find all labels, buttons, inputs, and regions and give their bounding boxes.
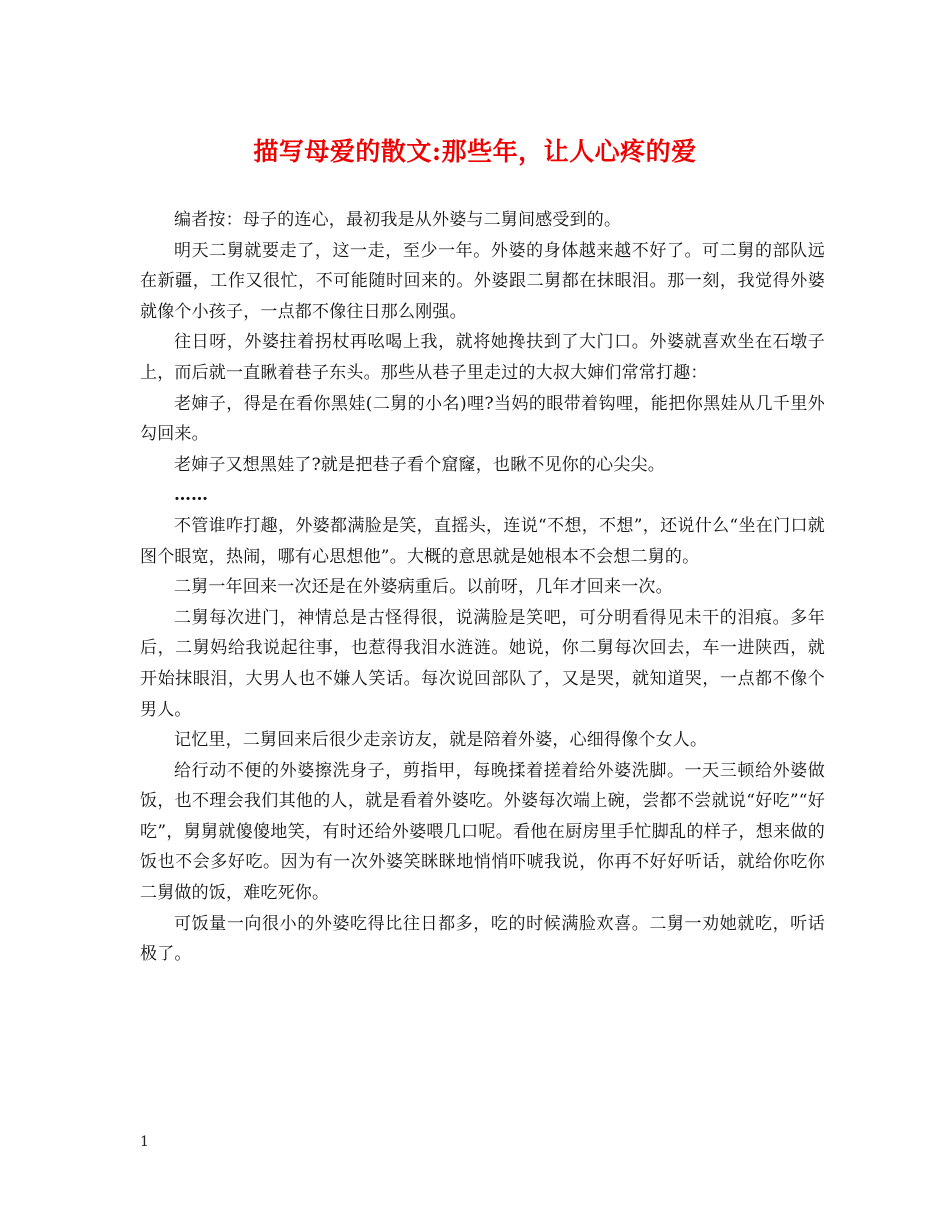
page-title: 描写母爱的散文:那些年，让人心疼的爱 <box>253 137 697 166</box>
paragraph: 不管谁咋打趣，外婆都满脸是笑，直摇头，连说“不想，不想”，还说什么“坐在门口就图个眼宽，热闹，哪有心思想他”。大概的意思就是她根本不会想二舅的。 <box>140 515 825 567</box>
page-number: 1 <box>140 1134 149 1150</box>
paragraph: 明天二舅就要走了，这一走，至少一年。外婆的身体越来越不好了。可二舅的部队远在新疆，工作又很忙，不可能随时回来的。外婆跟二舅都在抹眼泪。那一刻，我觉得外婆就像个小孩子，一点都不像往日那么刚强。 <box>140 240 825 322</box>
paragraph-ellipsis: …… <box>174 485 208 506</box>
paragraph: 记忆里，二舅回来后很少走亲访友，就是陪着外婆，心细得像个女人。 <box>174 730 708 751</box>
paragraph: 老婶子又想黑娃了?就是把巷子看个窟窿，也瞅不见你的心尖尖。 <box>174 454 665 475</box>
paragraph-editor-note: 编者按：母子的连心，最初我是从外婆与二舅间感受到的。 <box>174 210 622 230</box>
paragraph: 给行动不便的外婆擦洗身子，剪指甲，每晚揉着搓着给外婆洗脚。一天三顿给外婆做饭，也不理会我们其他的人，就是看着外婆吃。外婆每次端上碗，尝都不尝就说“好吃”“好吃”，舅舅就傻傻地笑，有时还给外婆喂几口呢。看他在厨房里手忙脚乱的样子，想来做的饭也不会多好吃。因为有一次外婆笑眯眯地悄悄吓唬我说，你再不好好听话，就给你吃你二舅做的饭，难吃死你。 <box>140 760 825 904</box>
paragraph: 可饭量一向很小的外婆吃得比往日都多，吃的时候满脸欢喜。二舅一劝她就吃，听话极了。 <box>140 913 825 965</box>
paragraph: 老婶子，得是在看你黑娃(二舅的小名)哩?当妈的眼带着钩哩，能把你黑娃从几千里外勾回来。 <box>140 393 825 445</box>
paragraph: 二舅每次进门，神情总是古怪得很，说满脸是笑吧，可分明看得见未干的泪痕。多年后，二舅妈给我说起往事，也惹得我泪水涟涟。她说，你二舅每次回去，车一进陕西，就开始抹眼泪，大男人也不嫌人笑话。每次说回部队了，又是哭，就知道哭，一点都不像个男人。 <box>140 607 825 720</box>
article-body <box>140 205 825 970</box>
paragraph: 二舅一年回来一次还是在外婆病重后。以前呀，几年才回来一次。 <box>174 577 673 598</box>
paragraph: 往日呀，外婆拄着拐杖再吆喝上我，就将她搀扶到了大门口。外婆就喜欢坐在石墩子上，而后就一直瞅着巷子东头。那些从巷子里走过的大叔大婶们常常打趣： <box>140 332 825 383</box>
